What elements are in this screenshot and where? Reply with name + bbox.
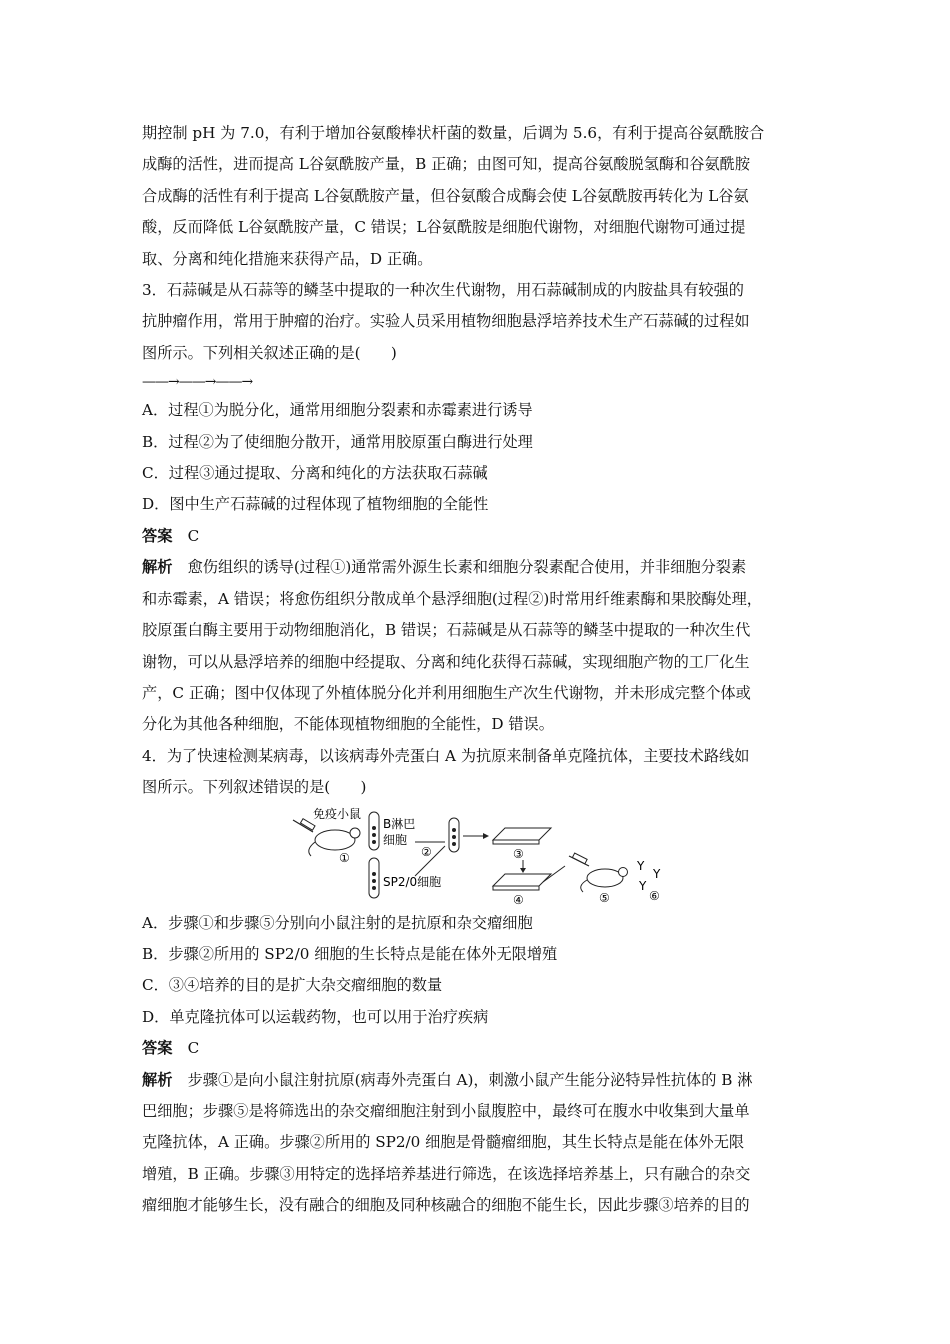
explain-text: 步骤①是向小鼠注射抗原(病毒外壳蛋白 A)，刺激小鼠产生能分泌特异性抗体的 B 淋 — [187, 1070, 753, 1089]
explain-line: 瘤细胞才能够生长，没有融合的细胞及同种核融合的细胞不能生长，因此步骤③培养的目的 — [142, 1196, 750, 1215]
question-stem-line: 3．石蒜碱是从石蒜等的鳞茎中提取的一种次生代谢物，用石蒜碱制成的内胺盐具有较强的 — [142, 281, 744, 300]
answer-label: 答案 — [142, 526, 173, 545]
explain-line: 胶原蛋白酶主要用于动物细胞消化，B 错误；石蒜碱是从石蒜等的鳞茎中提取的一种次生代 — [142, 621, 751, 640]
mouse-icon — [309, 828, 360, 856]
step-1-label: ① — [339, 850, 350, 865]
explain-text: 愈伤组织的诱导(过程①)通常需外源生长素和细胞分裂素配合使用，并非细胞分裂素 — [187, 558, 747, 577]
figure-diagram — [287, 806, 667, 906]
sp20-cell-label: SP2/0细胞 — [383, 874, 442, 889]
explain-line: 巴细胞；步骤⑤是将筛选出的杂交瘤细胞注射到小鼠腹腔中，最终可在腹水中收集到大量单 — [142, 1101, 750, 1120]
arrow-head — [520, 868, 526, 873]
question-3 — [142, 275, 810, 741]
option-b: B．步骤②所用的 SP2/0 细胞的生长特点是能在体外无限增殖 — [142, 944, 558, 963]
explain-line — [142, 1065, 810, 1096]
document-page — [142, 118, 810, 1222]
explain-line: 增殖，B 正确。步骤③用特定的选择培养基进行筛选，在该选择培养基上，只有融合的杂交 — [142, 1164, 751, 1183]
option-b: B．过程②为了使细胞分散开，通常用胶原蛋白酶进行处理 — [142, 432, 533, 451]
explain-line: 克隆抗体，A 正确。步骤②所用的 SP2/0 细胞是骨髓瘤细胞，其生长特点是能在体外无限 — [142, 1133, 745, 1152]
question-stem-line: 图所示。下列相关叙述正确的是( ) — [142, 343, 397, 362]
antibody-icon: Y — [653, 866, 661, 881]
culture-plate-icon — [493, 828, 551, 844]
mouse-icon — [581, 867, 628, 892]
text-line: 合成酶的活性有利于提高 L谷氨酰胺产量，但谷氨酸合成酶会使 L谷氨酰胺再转化为 L谷氨 — [142, 186, 749, 205]
explain-line: 分化为其他各种细胞，不能体现植物细胞的全能性，D 错误。 — [142, 715, 554, 734]
process-arrows: ——→——→——→ — [142, 374, 253, 391]
text-line: 取、分离和纯化措施来获得产品，D 正确。 — [142, 249, 433, 268]
question-4 — [142, 741, 810, 1222]
option-a: A．步骤①和步骤⑤分别向小鼠注射的是抗原和杂交瘤细胞 — [142, 913, 533, 932]
option-c: C．③④培养的目的是扩大杂交瘤细胞的数量 — [142, 976, 443, 995]
explain-line: 和赤霉素，A 错误；将愈伤组织分散成单个悬浮细胞(过程②)时常用纤维素酶和果胶酶处理， — [142, 589, 762, 608]
test-tube-icon — [369, 812, 379, 850]
explain-label: 解析 — [142, 1070, 173, 1089]
step-3-label: ③ — [513, 846, 524, 861]
test-tube-icon — [449, 818, 459, 852]
test-tube-icon — [369, 858, 379, 898]
text-line: 期控制 pH 为 7.0，有利于增加谷氨酸棒状杆菌的数量，后调为 5.6，有利于提高谷氨酰胺合 — [142, 124, 765, 142]
option-c: C．过程③通过提取、分离和纯化的方法获取石蒜碱 — [142, 464, 488, 483]
option-d: D．单克隆抗体可以运载药物，也可以用于治疗疾病 — [142, 1007, 489, 1026]
answer-line — [142, 1033, 810, 1064]
antibody-process-figure — [142, 804, 810, 908]
explain-line: 谢物，可以从悬浮培养的细胞中经提取、分离和纯化获得石蒜碱，实现细胞产物的工厂化生 — [142, 652, 750, 671]
answer-value: C — [187, 526, 200, 545]
text-line: 成酶的活性，进而提高 L谷氨酰胺产量，B 正确；由图可知，提高谷氨酸脱氢酶和谷氨酰胺 — [142, 155, 751, 174]
explain-line: 产，C 正确；图中仅体现了外植体脱分化并利用细胞生产次生代谢物，并未形成完整个体或 — [142, 683, 751, 702]
step-5-label: ⑤ — [599, 890, 610, 905]
immune-mouse-label: 免疫小鼠 — [313, 806, 362, 821]
culture-plate-icon — [493, 874, 551, 890]
text-line: 酸，反而降低 L谷氨酰胺产量，C 错误；L谷氨酰胺是细胞代谢物，对细胞代谢物可通过提 — [142, 218, 746, 237]
intro-paragraph — [142, 118, 810, 275]
question-stem-line: 抗肿瘤作用，常用于肿瘤的治疗。实验人员采用植物细胞悬浮培养技术生产石蒜碱的过程如 — [142, 312, 750, 331]
answer-value: C — [187, 1039, 200, 1058]
explain-label: 解析 — [142, 558, 173, 577]
antibody-icon: Y — [637, 858, 645, 873]
option-d: D．图中生产石蒜碱的过程体现了植物细胞的全能性 — [142, 495, 489, 514]
explain-line — [142, 552, 810, 583]
syringe-icon — [569, 853, 589, 866]
arrow-head — [483, 833, 489, 839]
answer-line — [142, 521, 810, 552]
option-a: A．过程①为脱分化，通常用细胞分裂素和赤霉素进行诱导 — [142, 401, 533, 420]
b-cell-label-2: 细胞 — [383, 832, 408, 847]
answer-label: 答案 — [142, 1039, 173, 1058]
step-6-label: ⑥ — [649, 888, 660, 903]
syringe-icon — [293, 818, 315, 831]
question-stem-line: 图所示。下列叙述错误的是( ) — [142, 778, 367, 797]
step-4-label: ④ — [513, 892, 524, 906]
step-2-label: ② — [421, 844, 432, 859]
antibody-icon: Y — [639, 878, 647, 893]
b-cell-label: B淋巴 — [383, 816, 416, 831]
question-stem-line: 4．为了快速检测某病毒，以该病毒外壳蛋白 A 为抗原来制备单克隆抗体，主要技术路线如 — [142, 746, 750, 765]
